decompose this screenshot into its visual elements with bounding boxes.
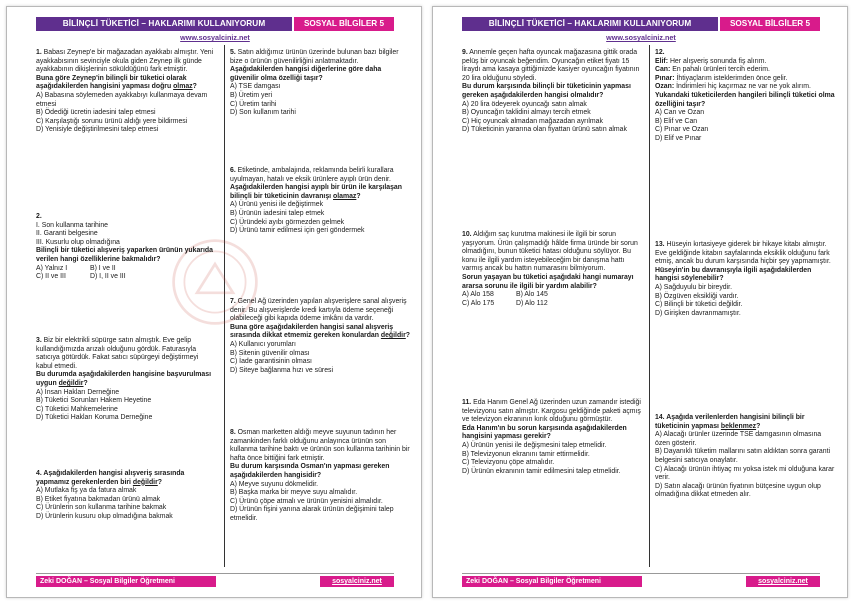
question-7 (230, 298, 410, 375)
option-c[interactable]: C) İade garantisinin olması (230, 358, 312, 366)
question-text: Bilinçli bir tüketici alışveriş yaparken ürünün yukarıda verilen hangi özelliklerine bakmalıdır? (36, 247, 213, 263)
option-d[interactable]: D) Ürünün ekranının tamir edilmesini talep etmelidir. (462, 467, 621, 475)
question-number: 13. (655, 241, 665, 248)
header-title: BİLİNÇLİ TÜKETİCİ – HAKLARIMI KULLANIYORUM (36, 17, 292, 31)
question-number: 10. (462, 231, 472, 238)
question-text: Yukarıdaki tüketicilerden hangileri bilinçli tüketici olma özelliğini taşır? (655, 91, 835, 108)
question-number: 4. (36, 470, 42, 477)
option-d[interactable]: D) Tüketicinin yararına olan fiyattan ürünü satın almak (462, 126, 627, 134)
option-c[interactable]: C) II ve III (36, 273, 66, 281)
option-b[interactable]: B) Tüketici Sorunları Hakem Heyetine (36, 397, 152, 405)
person-text: En pahalı ürünleri tercih ederim. (672, 66, 770, 74)
question-negation: olmaz (173, 83, 193, 91)
question-number: 7. (230, 298, 236, 305)
option-a[interactable]: A) Kullanıcı yorumları (230, 340, 296, 348)
option-d[interactable]: D) Ürünlerin kusuru olup olmadığına bakmak (36, 512, 173, 520)
question-number: 11. (462, 399, 472, 406)
option-c[interactable]: C) Televizyonu çöpe atmalıdır. (462, 459, 555, 467)
question-14 (655, 414, 835, 500)
option-b[interactable]: B) Üretim yeri (230, 91, 273, 99)
question-text: Aşağıda verilenlerden hangisini bilinçli bir tüketicinin yapması (655, 414, 805, 430)
option-b[interactable]: B) Oyuncağın taklidini almayı tercih etmek (462, 109, 591, 117)
question-6 (230, 167, 410, 236)
question-text: Buna göre Zeynep'in bilinçli bir tüketici olarak aşağıdakilerden hangisini yapması doğru (36, 74, 187, 91)
question-mark: ? (356, 192, 361, 200)
option-d[interactable]: D) Yenisiyle değiştirilmesini talep etmesi (36, 126, 159, 134)
question-9 (462, 49, 642, 135)
question-negation: değildir (380, 332, 406, 340)
person-text: İndirimleri hiç kaçırmaz ne var ne yok alırım. (676, 83, 811, 91)
question-stem: Genel Ağ üzerinden yapılan alışverişlere sanal alışveriş denir. Bu alışverişlerde kredi kartıyla ödeme seçeneği olabileceği gibi kapıda ödeme imkânı da vardır. (230, 298, 407, 323)
person-statement (655, 66, 835, 75)
question-stem: Aldığım saç kurutma makinesi ile ilgili bir sorun yaşıyorum. Ürün çalışmadığı hâlde firma üründe bir sorun olmadığını, bunun tüketici hatası olduğunu söylüyor. Bu konu ile ilgili yardım isteyebileceğim bir danışma hattı varmış ancak bu hattın numarasını bilmiyorum. (462, 231, 638, 273)
page-footer (36, 573, 394, 585)
page-header (462, 17, 820, 31)
question-stem: Eda Hanım Genel Ağ üzerinden uzun zamandır istediği televizyonu satın almıştır. Kargosu geldiğinde paketi açmış ve televizyon ekranının kırık olduğunu görmüştür. (462, 399, 641, 424)
question-8 (230, 429, 410, 524)
question-text: Aşağıdakilerden hangisi ayıplı bir ürün ile karşılaşan bilinçli bir tüketicinin davranışı (230, 184, 402, 200)
option-c[interactable]: C) Ürünlerin son kullanma tarihine bakmak (36, 504, 167, 512)
person-name: Elif: (655, 57, 669, 65)
option-d[interactable]: D) Ürünün fişini yanına alarak ürünün değişimini talep etmelidir. (230, 506, 394, 522)
option-a[interactable]: A) Ürünün yenisi ile değişmesini talep etmelidir. (462, 441, 607, 449)
question-text: Bu durumda aşağıdakilerden hangisine başvurulması uygun (36, 371, 211, 387)
question-negation: değildir (58, 379, 84, 387)
option-b[interactable]: B) Elif ve Can (655, 117, 698, 125)
header-url[interactable]: www.sosyalciniz.net (606, 33, 676, 42)
option-d[interactable]: D) Tüketici Hakları Koruma Derneğine (36, 414, 153, 422)
question-text: Sorun yaşayan bu tüketici aşağıdaki hangi numarayı ararsa sorunu ile ilgili bir yardım alabilir? (462, 273, 634, 290)
question-5 (230, 49, 410, 118)
question-negation: beklenmez (720, 422, 757, 430)
question-mark: ? (192, 83, 197, 91)
question-stem: Annemle geçen hafta oyuncak mağazasına gittik orada pelüş bir oyuncak beğendim. Oyuncağın etiket fiyatı 15 liraydı ama kasaya gittiğimizde kasiyer oyuncağın fiyatının 20 lira olduğunu söyledi. (462, 49, 640, 82)
question-text: Aşağıdakilerden hangisi diğerlerine göre daha güvenilir olma özelliği taşır? (230, 66, 382, 82)
option-b[interactable]: B) Başka marka bir meyve suyu almalıdır. (230, 489, 358, 497)
question-stem: Hüseyin kırtasiyeye giderek bir hikaye kitabı almıştır. Eve geldiğinde kitabın sayfalarında eksiklik olduğunu fark etmiş, ancak bu durum karşısında hiçbir şey yapmamıştır. (655, 241, 831, 266)
option-a[interactable]: A) Alo 158 (462, 291, 494, 299)
question-mark: ? (405, 332, 410, 340)
option-d[interactable]: D) Alo 112 (516, 299, 548, 307)
question-number: 5. (230, 49, 236, 56)
question-2 (36, 213, 216, 282)
footer-author: Zeki DOĞAN – Sosyal Bilgiler Öğretmeni (36, 576, 216, 587)
option-a[interactable]: A) Alacağı ürünler üzerinde TSE damgasının olmasına özen gösterir. (655, 431, 822, 447)
question-mark: ? (157, 478, 162, 486)
question-text: Eda Hanım'ın bu sorun karşısında aşağıdakilerden hangisini yapması gerekir? (462, 424, 627, 441)
option-d[interactable]: D) I, II ve III (90, 273, 126, 281)
option-c[interactable]: C) Tüketici Mahkemelerine (36, 405, 118, 413)
option-c[interactable]: C) Karşılaştığı sorunu ürünü aldığı yere bildirmesi (36, 117, 188, 125)
question-stem: Osman marketten aldığı meyve suyunun tadının her zamankinden farklı olduğunu anlayınca ürünün son kullanma tarihine baktı ve ürünün son kullanma tarihinin bir hafta önce bittiğini fark etmiştir. (230, 429, 410, 462)
option-a[interactable]: A) Babasına söylemeden ayakkabıyı kullanmaya devam etmesi (36, 91, 208, 108)
footer-site-link[interactable]: sosyalciniz.net (746, 576, 820, 587)
worksheet-page-2 (432, 6, 848, 598)
option-c[interactable]: C) Alacağı ürünün ihtiyaç mı yoksa istek mi olduğuna karar verir. (655, 465, 835, 482)
person-name: Ozan: (655, 83, 675, 91)
option-c[interactable]: C) Alo 175 (462, 299, 495, 307)
statement-3: III. Kusurlu olup olmadığına (36, 238, 120, 246)
header-subject: SOSYAL BİLGİLER 5 (294, 17, 394, 31)
question-11 (462, 399, 642, 476)
option-c[interactable]: C) Üretim tarihi (230, 100, 277, 108)
person-name: Can: (655, 66, 671, 74)
question-text: Hüseyin'in bu davranışıyla ilgili aşağıdakilerden hangisi söylenebilir? (655, 266, 812, 283)
question-number: 1. (36, 49, 42, 56)
column-divider (649, 45, 650, 567)
option-c[interactable]: C) Ürünü çöpe atmalı ve ürünün yenisini almalıdır. (230, 497, 383, 505)
page-footer (462, 573, 820, 585)
question-number: 12. (655, 49, 665, 56)
question-stem: Biz bir elektrikli süpürge satın almıştık. Eve gelip kullandığımızda arızalı olduğunu gördük. Faturasıyla satıcıya götürdük. Fakat satıcı süpürgeyi değiştirmeyi kabul etmedi. (36, 337, 199, 370)
option-b[interactable]: B) Ürünün iadesini talep etmek (230, 209, 325, 217)
person-statement (655, 58, 835, 67)
option-b[interactable]: B) I ve II (90, 264, 116, 272)
option-d[interactable]: D) Siteye bağlanma hızı ve süresi (230, 366, 334, 374)
header-url[interactable]: www.sosyalciniz.net (180, 33, 250, 42)
question-negation: olamaz (333, 192, 357, 200)
question-text: Bu durum karşısında bilinçli bir tüketicinin yapması gereken aşağıdakilerden hangisi olmalıdır? (462, 83, 631, 99)
question-stem: Etiketinde, ambalajında, reklamında belirli kurallara uyulmayan, hatalı ve eksik ürünlere ayıplı ürün denir. (230, 167, 394, 183)
question-stem: Babası Zeynep'e bir mağazadan ayakkabı almıştır. Yeni ayakkabısının sevinciyle okula giden Zeynep ilk günde ayakkabının dikişlerinin söküldüğünü fark etmiştir. (36, 49, 214, 74)
question-4 (36, 470, 216, 522)
option-a[interactable]: A) Can ve Ozan (655, 109, 705, 117)
person-text: Her alışveriş sonunda fiş alırım. (669, 57, 767, 65)
question-number: 14. (655, 414, 665, 421)
option-a[interactable]: A) TSE damgası (230, 83, 281, 91)
question-13 (655, 241, 835, 318)
option-b[interactable]: B) Sitenin güvenilir olması (230, 349, 310, 357)
option-c[interactable]: C) Pınar ve Ozan (655, 126, 709, 134)
statement-1: I. Son kullanma tarihine (36, 221, 109, 229)
page-header (36, 17, 394, 31)
question-10 (462, 231, 642, 308)
question-number: 9. (462, 49, 468, 56)
option-a[interactable]: A) Mutlaka fiş ya da fatura almak (36, 487, 137, 495)
footer-site-link[interactable]: sosyalciniz.net (320, 576, 394, 587)
question-text: Bu durum karşısında Osman'ın yapması gereken aşağıdakilerden hangisidir? (230, 463, 390, 479)
person-text: İhtiyaçlarım isteklerimden önce gelir. (676, 74, 788, 82)
column-divider (224, 45, 225, 567)
option-a[interactable]: A) Yalnız I (36, 264, 68, 272)
header-subject: SOSYAL BİLGİLER 5 (720, 17, 820, 31)
question-text: Aşağıdakilerden hangisi alışveriş sırasında yapmamız gerekenlerden biri (36, 470, 185, 486)
statement-2: II. Garanti belgesine (36, 230, 98, 238)
person-name: Pınar: (655, 74, 675, 82)
option-d[interactable]: D) Ürünü tamir edilmesi için geri göndermek (230, 227, 365, 235)
option-c[interactable]: C) Bilinçli bir tüketici değildir. (655, 301, 743, 309)
option-a[interactable]: A) İnsan Hakları Derneğine (36, 388, 120, 396)
option-b[interactable]: B) Dayanıklı tüketim mallarını satın aldıktan sonra garanti belgesini satıcıya onaylatır. (655, 448, 831, 464)
question-number: 8. (230, 429, 236, 436)
question-text: Buna göre aşağıdakilerden hangisi sanal alışveriş sırasında dikkat etmemiz gereken konulardan (230, 323, 394, 340)
question-number: 2. (36, 213, 42, 220)
option-d[interactable]: D) Elif ve Pınar (655, 134, 702, 142)
option-b[interactable]: B) Televizyonun ekranını tamir ettirmelidir. (462, 450, 590, 458)
option-a[interactable]: A) Meyve suyunu dökmelidir. (230, 480, 319, 488)
question-3 (36, 337, 216, 423)
person-statement (655, 83, 835, 92)
question-mark: ? (756, 422, 761, 430)
option-d[interactable]: D) Satın alacağı ürünün fiyatının bütçesine uygun olup olmadığına dikkat etmeden alır. (655, 482, 821, 499)
option-c[interactable]: C) Üründeki ayıbı görmezden gelmek (230, 218, 345, 226)
option-a[interactable]: A) Ürünü yenisi ile değiştirmek (230, 201, 324, 209)
worksheet-page-1 (6, 6, 422, 598)
option-b[interactable]: B) Etiket fiyatına bakmadan ürünü almak (36, 495, 161, 503)
option-a[interactable]: A) Sağduyulu bir bireydir. (655, 283, 732, 291)
question-stem: Satın aldığımız ürünün üzerinde bulunan bazı bilgiler bize o ürünün güvenilirliğini anlatmaktadır. (230, 49, 399, 65)
option-b[interactable]: B) Özgüven eksikliği vardır. (655, 292, 739, 300)
option-b[interactable]: B) Alo 145 (516, 291, 548, 299)
option-d[interactable]: D) Son kullanım tarihi (230, 109, 296, 117)
question-12 (655, 49, 835, 144)
question-number: 3. (36, 337, 42, 344)
question-1 (36, 49, 216, 135)
footer-author: Zeki DOĞAN – Sosyal Bilgiler Öğretmeni (462, 576, 642, 587)
option-b[interactable]: B) Ödediği ücretin iadesini talep etmesi (36, 109, 156, 117)
question-mark: ? (83, 379, 88, 387)
option-c[interactable]: C) Hiç oyuncak almadan mağazadan ayrılmak (462, 117, 603, 125)
question-number: 6. (230, 167, 236, 174)
option-d[interactable]: D) Girişken davranmamıştır. (655, 309, 741, 317)
header-title: BİLİNÇLİ TÜKETİCİ – HAKLARIMI KULLANIYORUM (462, 17, 718, 31)
option-a[interactable]: A) 20 lira ödeyerek oyuncağı satın almak (462, 100, 587, 108)
question-negation: değildir (132, 478, 158, 486)
